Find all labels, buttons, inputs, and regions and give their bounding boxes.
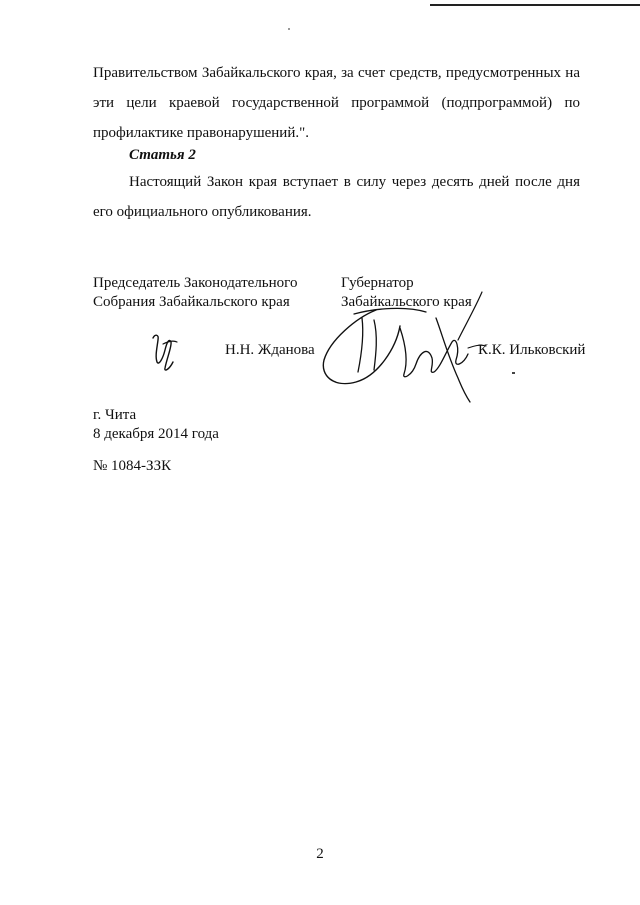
top-rule (430, 4, 640, 6)
ink-mark (512, 372, 515, 374)
article-text: Настоящий Закон края вступает в силу через десять дней после дня его официального опубликования. (93, 174, 580, 220)
right-title-line2: Забайкальского края (341, 294, 472, 310)
left-signature (145, 328, 185, 378)
paragraph-continuation: Правительством Забайкальского края, за счет средств, предусмотренных на эти цели краевой государственной программой (подпрограммой) по профилактике правонарушений.". (93, 65, 580, 141)
document-number: № 1084-ЗЗК (93, 458, 172, 474)
scan-speck (288, 28, 290, 30)
page-number: 2 (316, 846, 324, 862)
date: 8 декабря 2014 года (93, 426, 219, 442)
left-signatory-name: Н.Н. Жданова (225, 342, 315, 358)
right-signatory-name: К.К. Ильковский (478, 342, 586, 358)
right-signature (316, 288, 494, 406)
left-signatory-title (93, 274, 297, 312)
place: г. Чита (93, 407, 137, 423)
right-title-line1: Губернатор (341, 275, 414, 291)
article-heading: Статья 2 (129, 147, 196, 163)
left-title-line2: Собрания Забайкальского края (93, 294, 290, 310)
left-title-line1: Председатель Законодательного (93, 275, 298, 291)
place-and-date (93, 406, 219, 444)
